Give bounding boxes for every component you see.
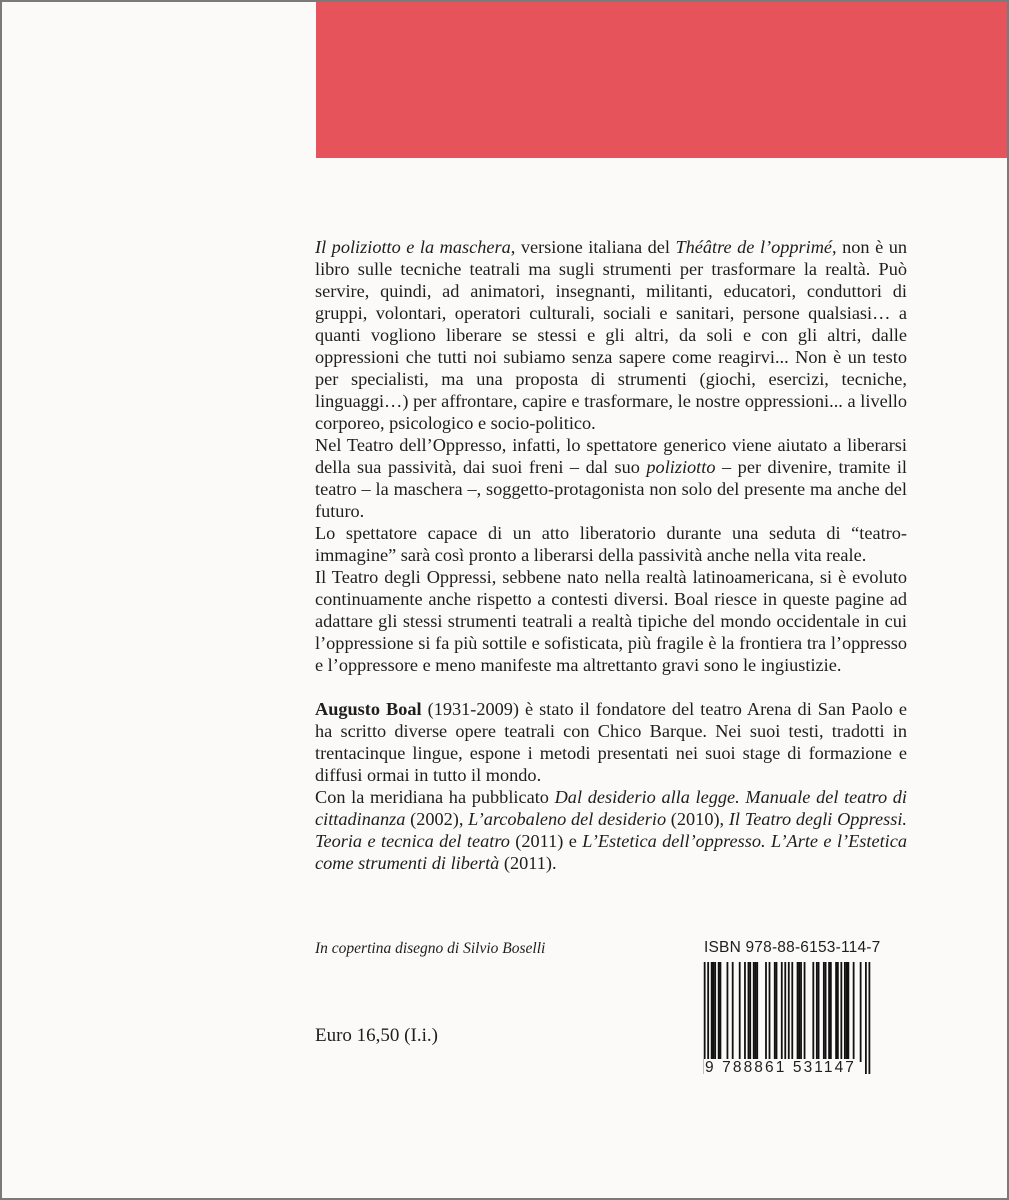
barcode-bar xyxy=(812,962,814,1062)
barcode-bar xyxy=(707,962,709,1074)
barcode-bar xyxy=(816,962,818,1062)
barcode-bar xyxy=(798,962,800,1062)
barcode-bar xyxy=(744,962,746,1062)
barcode-bar xyxy=(844,962,846,1062)
isbn-label: ISBN 978-88-6153-114-7 xyxy=(704,939,881,956)
blurb-paragraph-4: Il Teatro degli Oppressi, sebbene nato nella realtà latinoamericana, si è evoluto continuamente anche rispetto a contesti diversi. Boal riesce in queste pagine ad adattare gli stessi strumenti teatrali a realtà tipiche del mondo occidentale in cui l’oppressione si fa più sottile e sofisticata, più fragile è la frontiera tra l’oppresso e l’oppressore e meno manifeste ma altrettanto gravi sono le ingiustizie. xyxy=(315,567,907,675)
barcode-bar xyxy=(825,962,827,1062)
barcode-bar xyxy=(749,962,751,1062)
barcode-bar xyxy=(791,962,793,1062)
barcode-bar xyxy=(781,962,783,1062)
barcode-bar xyxy=(840,962,842,1062)
blurb-paragraph-1: Il poliziotto e la maschera, versione italiana del Théâtre de l’opprimé, non è un libro sulle tecniche teatrali ma sugli strumenti per trasformare la realtà. Può servire, quindi, ad animatori, insegnanti, militanti, educatori, conduttori di gruppi, volontari, operatori culturali, sociali e sanitari, persone qualsiasi… a quanti vogliono liberare se stessi e gli altri, da soli e con gli altri, dalle oppressioni che tutti noi subiamo senza sapere come reagirvi... Non è un testo per specialisti, ma una proposta di strumenti (giochi, esercizi, tecniche, linguaggi…) per affrontare, capire e trasformare, le nostre oppressioni... a livello corporeo, psicologico e socio-politico. xyxy=(315,237,907,433)
barcode-bar xyxy=(739,962,741,1062)
barcode-bar xyxy=(830,962,832,1062)
barcode-bar xyxy=(755,962,757,1062)
author-bio-paragraph: Augusto Boal (1931-2009) è stato il fondatore del teatro Arena di San Paolo e ha scritto diverse opere teatrali con Chico Barque. Nei suoi testi, tradotti in trentacinque lingue, espone i metodi presentati nei suoi stage di formazione e diffusi ormai in tutto il mondo. xyxy=(315,699,907,785)
barcode-bar xyxy=(865,962,867,1074)
barcode-bar xyxy=(853,962,855,1062)
barcode-bar xyxy=(711,962,713,1062)
barcode-bar xyxy=(720,962,722,1062)
barcode-bar xyxy=(765,962,767,1062)
price-label: Euro 16,50 (I.i.) xyxy=(315,1025,438,1046)
barcode-bar xyxy=(748,962,750,1062)
barcode-bar xyxy=(704,962,706,1074)
barcode-bar xyxy=(756,962,758,1062)
barcode-bar xyxy=(774,962,776,1062)
barcode-bar xyxy=(846,962,848,1062)
barcode-bar xyxy=(837,962,839,1062)
barcode-bar xyxy=(800,962,802,1062)
barcode-bar xyxy=(823,962,825,1062)
barcode-bar xyxy=(788,962,790,1074)
barcode-bar xyxy=(769,962,771,1062)
barcode-bar xyxy=(784,962,786,1074)
author-publications-paragraph: Con la meridiana ha pubblicato Dal desiderio alla legge. Manuale del teatro di cittadinanza (2002), L’arcobaleno del desiderio (2010), Il Teatro degli Oppressi. Teoria e tecnica del teatro (2011) e L’Estetica dell’oppresso. L’Arte e l’Estetica come strumenti di libertà (2011). xyxy=(315,787,907,873)
barcode-bar xyxy=(818,962,820,1062)
barcode-bar xyxy=(718,962,720,1062)
barcode-bar xyxy=(713,962,715,1062)
barcode-bar xyxy=(860,962,862,1062)
barcode-bar xyxy=(868,962,870,1074)
barcode-bar xyxy=(847,962,849,1062)
blurb-paragraph-2: Nel Teatro dell’Oppresso, infatti, lo spettatore generico viene aiutato a liberarsi della sua passività, dai suoi freni – dal suo poliziotto – per divenire, tramite il teatro – la maschera –, soggetto-protagonista non solo del presente ma anche del futuro. xyxy=(315,435,908,521)
barcode-bar xyxy=(797,962,799,1062)
barcode-bar xyxy=(753,962,755,1062)
barcode-bar xyxy=(732,962,734,1062)
cover-color-band xyxy=(316,2,1007,158)
barcode-image xyxy=(702,962,872,1074)
barcode-bar xyxy=(727,962,729,1062)
barcode-bar xyxy=(804,962,806,1062)
barcode-bar xyxy=(714,962,716,1062)
barcode-number: 9 788861 531147 xyxy=(705,1059,857,1076)
book-description xyxy=(315,236,907,874)
blurb-paragraph-3: Lo spettatore capace di un atto liberatorio durante una seduta di “teatro-immagine” sarà così pronto a liberarsi della passività anche nella vita reale. xyxy=(315,523,907,565)
cover-credit: In copertina disegno di Silvio Boselli xyxy=(315,940,546,957)
barcode-digits xyxy=(704,1059,872,1077)
barcode-bar xyxy=(835,962,837,1062)
barcode-bar xyxy=(776,962,778,1062)
barcode-bar xyxy=(828,962,830,1062)
